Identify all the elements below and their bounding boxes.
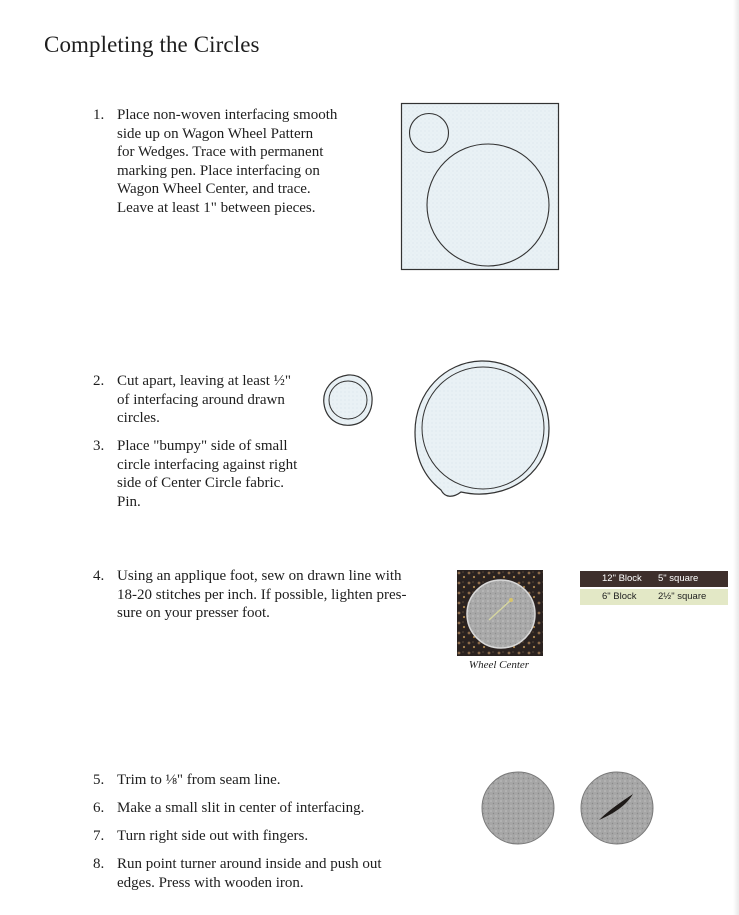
square-size-value: 2½" square — [658, 591, 707, 602]
square-size-value: 5" square — [658, 573, 699, 584]
step-line: Trim to ⅛" from seam line. — [117, 772, 281, 788]
step-text — [117, 799, 364, 818]
step-line: 18-20 stitches per inch. If possible, lighten pres- — [117, 586, 407, 603]
small-cut-outline — [324, 375, 372, 425]
step-text — [117, 372, 291, 428]
step-1 — [93, 106, 383, 226]
step-text — [117, 437, 297, 511]
interfacing-traced-figure — [400, 102, 560, 272]
step-text — [117, 771, 280, 790]
step-line: Run point turner around inside and push out — [117, 856, 382, 872]
step-line: Using an applique foot, sew on drawn line with — [117, 568, 402, 584]
step-number: 2. — [93, 373, 105, 389]
step-number: 6. — [93, 800, 105, 816]
large-cut-outline — [415, 361, 549, 496]
step-number: 7. — [93, 828, 105, 844]
step-8 — [93, 855, 438, 895]
step-line: circles. — [117, 410, 160, 427]
step-text — [117, 855, 382, 892]
step-line: Make a small slit in center of interfacing. — [117, 800, 365, 816]
wheel-center-caption: Wheel Center — [468, 659, 530, 671]
step-number: 4. — [93, 568, 105, 584]
trimmed-circle-figure — [480, 770, 556, 846]
step-number: 1. — [93, 107, 105, 123]
size-chart-row — [580, 571, 728, 587]
step-line: sure on your presser foot. — [117, 605, 270, 622]
step-line: Cut apart, leaving at least ½" — [117, 373, 291, 389]
slit-circle-figure — [579, 770, 655, 846]
page-edge — [733, 0, 739, 915]
step-6 — [93, 799, 438, 819]
step-line: of interfacing around drawn — [117, 391, 285, 408]
step-5 — [93, 771, 438, 791]
step-line: Place non-woven interfacing smooth — [117, 107, 338, 123]
block-size-label: 6" Block — [602, 591, 637, 602]
step-line: circle interfacing against right — [117, 456, 298, 473]
step-line: Place "bumpy" side of small — [117, 438, 288, 454]
step-line: edges. Press with wooden iron. — [117, 874, 304, 891]
step-number: 3. — [93, 438, 105, 454]
step-text — [117, 827, 308, 846]
step-line: for Wedges. Trace with permanent — [117, 144, 324, 161]
cut-large-circle-figure — [411, 358, 555, 502]
step-line: Wagon Wheel Center, and trace. — [117, 181, 311, 198]
wheel-center-photo — [457, 570, 543, 656]
step-number: 5. — [93, 772, 105, 788]
wheel-center-circle — [467, 580, 535, 648]
block-size-chart — [580, 571, 728, 605]
step-line: side up on Wagon Wheel Pattern — [117, 125, 314, 142]
step-7 — [93, 827, 438, 847]
step-line: Turn right side out with fingers. — [117, 828, 309, 844]
step-4 — [93, 567, 438, 625]
size-chart-row — [580, 589, 728, 605]
step-text — [117, 567, 407, 623]
step-line: Leave at least 1" between pieces. — [117, 199, 316, 216]
step-number: 8. — [93, 856, 105, 872]
block-size-label: 12" Block — [602, 573, 642, 584]
step-3 — [93, 437, 323, 513]
step-line: Pin. — [117, 493, 141, 510]
step-text — [117, 106, 337, 218]
page-title: Completing the Circles — [44, 32, 260, 57]
step-line: marking pen. Place interfacing on — [117, 162, 320, 179]
cut-small-circle-figure — [320, 371, 376, 429]
pin-head — [509, 598, 513, 602]
step-line: side of Center Circle fabric. — [117, 475, 285, 492]
step-2 — [93, 372, 323, 430]
trimmed-circle — [482, 772, 554, 844]
